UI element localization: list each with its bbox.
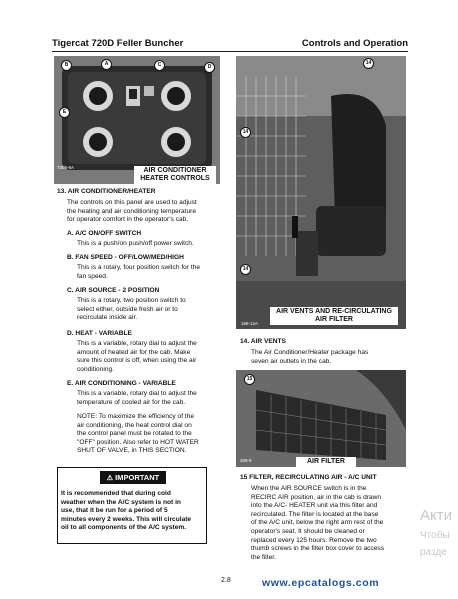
section-15-heading: 15 FILTER, RECIRCULATING AIR - A/C UNIT [240, 474, 377, 481]
text-line: fan speed. [77, 272, 108, 280]
figure-code: 166-12A [241, 321, 259, 326]
callout-b: B [61, 60, 72, 71]
figure-caption: AIR FILTER [296, 457, 356, 467]
figure-caption [270, 307, 398, 325]
text-line: recirculate inside air. [77, 314, 138, 322]
filter-photo [236, 370, 406, 467]
text-line: sure this control is off, when using the air [77, 357, 197, 365]
page-number: 2.8 [221, 577, 231, 584]
item-a-text [77, 240, 194, 249]
text-line: This is a variable, rotary dial to adjust the [77, 340, 197, 347]
text-line: operator's seat. It should be cleaned or [251, 527, 365, 535]
callout-14-left: 14 [240, 127, 251, 138]
footer-url[interactable]: www.epcatalogs.com [262, 577, 380, 589]
callout-c: C [154, 60, 165, 71]
text-line: into the A/C- HEATER unit via this filter and [251, 502, 378, 510]
callout-14-top: 14 [363, 58, 374, 69]
text-line: select either, outside fresh air or to [77, 305, 178, 313]
header-section: Controls and Operation [301, 38, 408, 49]
figure-caption [134, 166, 216, 184]
text-line: This is a rotary, two position switch to [77, 297, 186, 304]
text-line: amount of heated air for the cab. Make [77, 348, 191, 356]
text-line: RECIRC AIR position, air in the cab is drawn [251, 493, 382, 501]
figure-code: 7305-6A [57, 165, 75, 170]
text-line: use, that it be run for a period of 5 [61, 507, 168, 515]
caption-line: AIR FILTER [315, 316, 353, 323]
control-panel-illustration [54, 56, 220, 184]
text-line: for operator comfort in the operator's cab. [67, 216, 189, 224]
item-a-title: A. A/C ON/OFF SWITCH [67, 230, 142, 237]
section-13-intro [67, 199, 217, 225]
caption-line: HEATER CONTROLS [140, 175, 210, 182]
important-text [61, 490, 191, 533]
filter-illustration [236, 370, 406, 467]
text-line: This is a push/on push/off power switch. [77, 240, 194, 247]
callout-d: D [204, 62, 215, 73]
important-box [57, 467, 207, 544]
text-line: The Air Conditioner/Heater package has [251, 349, 369, 356]
text-line: It is recommended that during cold [61, 490, 171, 497]
text-line: When the AIR SOURCE switch is in the [251, 485, 367, 492]
control-panel-photo [54, 56, 220, 184]
activation-watermark-line: Акти [420, 507, 452, 524]
text-line: the heating and air conditioning temperature [67, 207, 197, 215]
section-14-heading: 14. AIR VENTS [240, 338, 286, 345]
text-line: air conditioning, the heat control dial on [77, 421, 192, 429]
item-d-title: D. HEAT - VARIABLE [67, 330, 132, 337]
text-line: SHUT OF VALVE, in THIS SECTION. [77, 447, 187, 455]
text-line: thumb screws in the filter box cover to access [251, 545, 385, 553]
section-13-heading: 13. AIR CONDITIONER/HEATER [57, 188, 156, 195]
caption-line: AIR VENTS AND RE-CIRCULATING [276, 308, 392, 315]
callout-e: E [59, 107, 70, 118]
section-13-note [77, 413, 199, 456]
header-rule [52, 51, 408, 52]
text-line: the control panel must be rotated to the [77, 430, 192, 438]
text-line: This is a variable, rotary dial to adjust the [77, 390, 197, 397]
text-line: This is a rotary, four position switch for the [77, 264, 201, 271]
cab-illustration [236, 56, 406, 329]
activation-watermark-line: разде [420, 547, 447, 558]
caption-line: AIR CONDITIONER [143, 167, 207, 174]
text-line: the filter. [251, 553, 276, 561]
text-line: conditioning. [77, 365, 115, 373]
warning-triangle-icon: ⚠ [106, 475, 114, 482]
text-line: replaced every 125 hours. Remove the two [251, 536, 377, 544]
text-line: The controls on this panel are used to adjust [67, 199, 197, 206]
callout-15: 15 [244, 374, 255, 385]
item-e-text [77, 390, 197, 407]
important-label [100, 471, 166, 484]
text-line: weather when the A/C system is not in [61, 498, 181, 506]
text-line: NOTE: To maximize the efficiency of the [77, 413, 195, 420]
text-line: of the A/C unit, below the right arm rest of the [251, 519, 384, 527]
text-line: minutes every 2 weeks. This will circulate [61, 515, 192, 523]
text-line: temperature of cooled air for the cab. [77, 398, 186, 406]
header-title: Tigercat 720D Feller Buncher [52, 38, 184, 49]
important-label-text: IMPORTANT [115, 473, 160, 482]
item-b-title: B. FAN SPEED - OFF/LOW/MED/HIGH [67, 254, 184, 261]
cab-photo [236, 56, 406, 329]
activation-watermark-line: Чтобы [420, 530, 450, 541]
figure-code: 209-9 [240, 458, 252, 463]
item-c-title: C. AIR SOURCE - 2 POSITION [67, 287, 160, 294]
callout-a: A [101, 59, 112, 70]
item-b-text [77, 264, 200, 281]
item-c-text [77, 297, 186, 323]
section-14-text [251, 349, 368, 366]
text-line: recirculated. The filter is located at the base [251, 510, 379, 518]
text-line: oil to all components of the A/C system. [61, 524, 187, 532]
item-e-title: E. AIR CONDITIONING - VARIABLE [67, 380, 176, 387]
section-15-text [251, 485, 384, 562]
text-line: "OFF" position. Also refer to HOT WATER [77, 438, 199, 446]
callout-14-bottom: 14 [240, 264, 251, 275]
item-d-text [77, 340, 197, 374]
text-line: seven air outlets in the cab. [251, 357, 332, 365]
